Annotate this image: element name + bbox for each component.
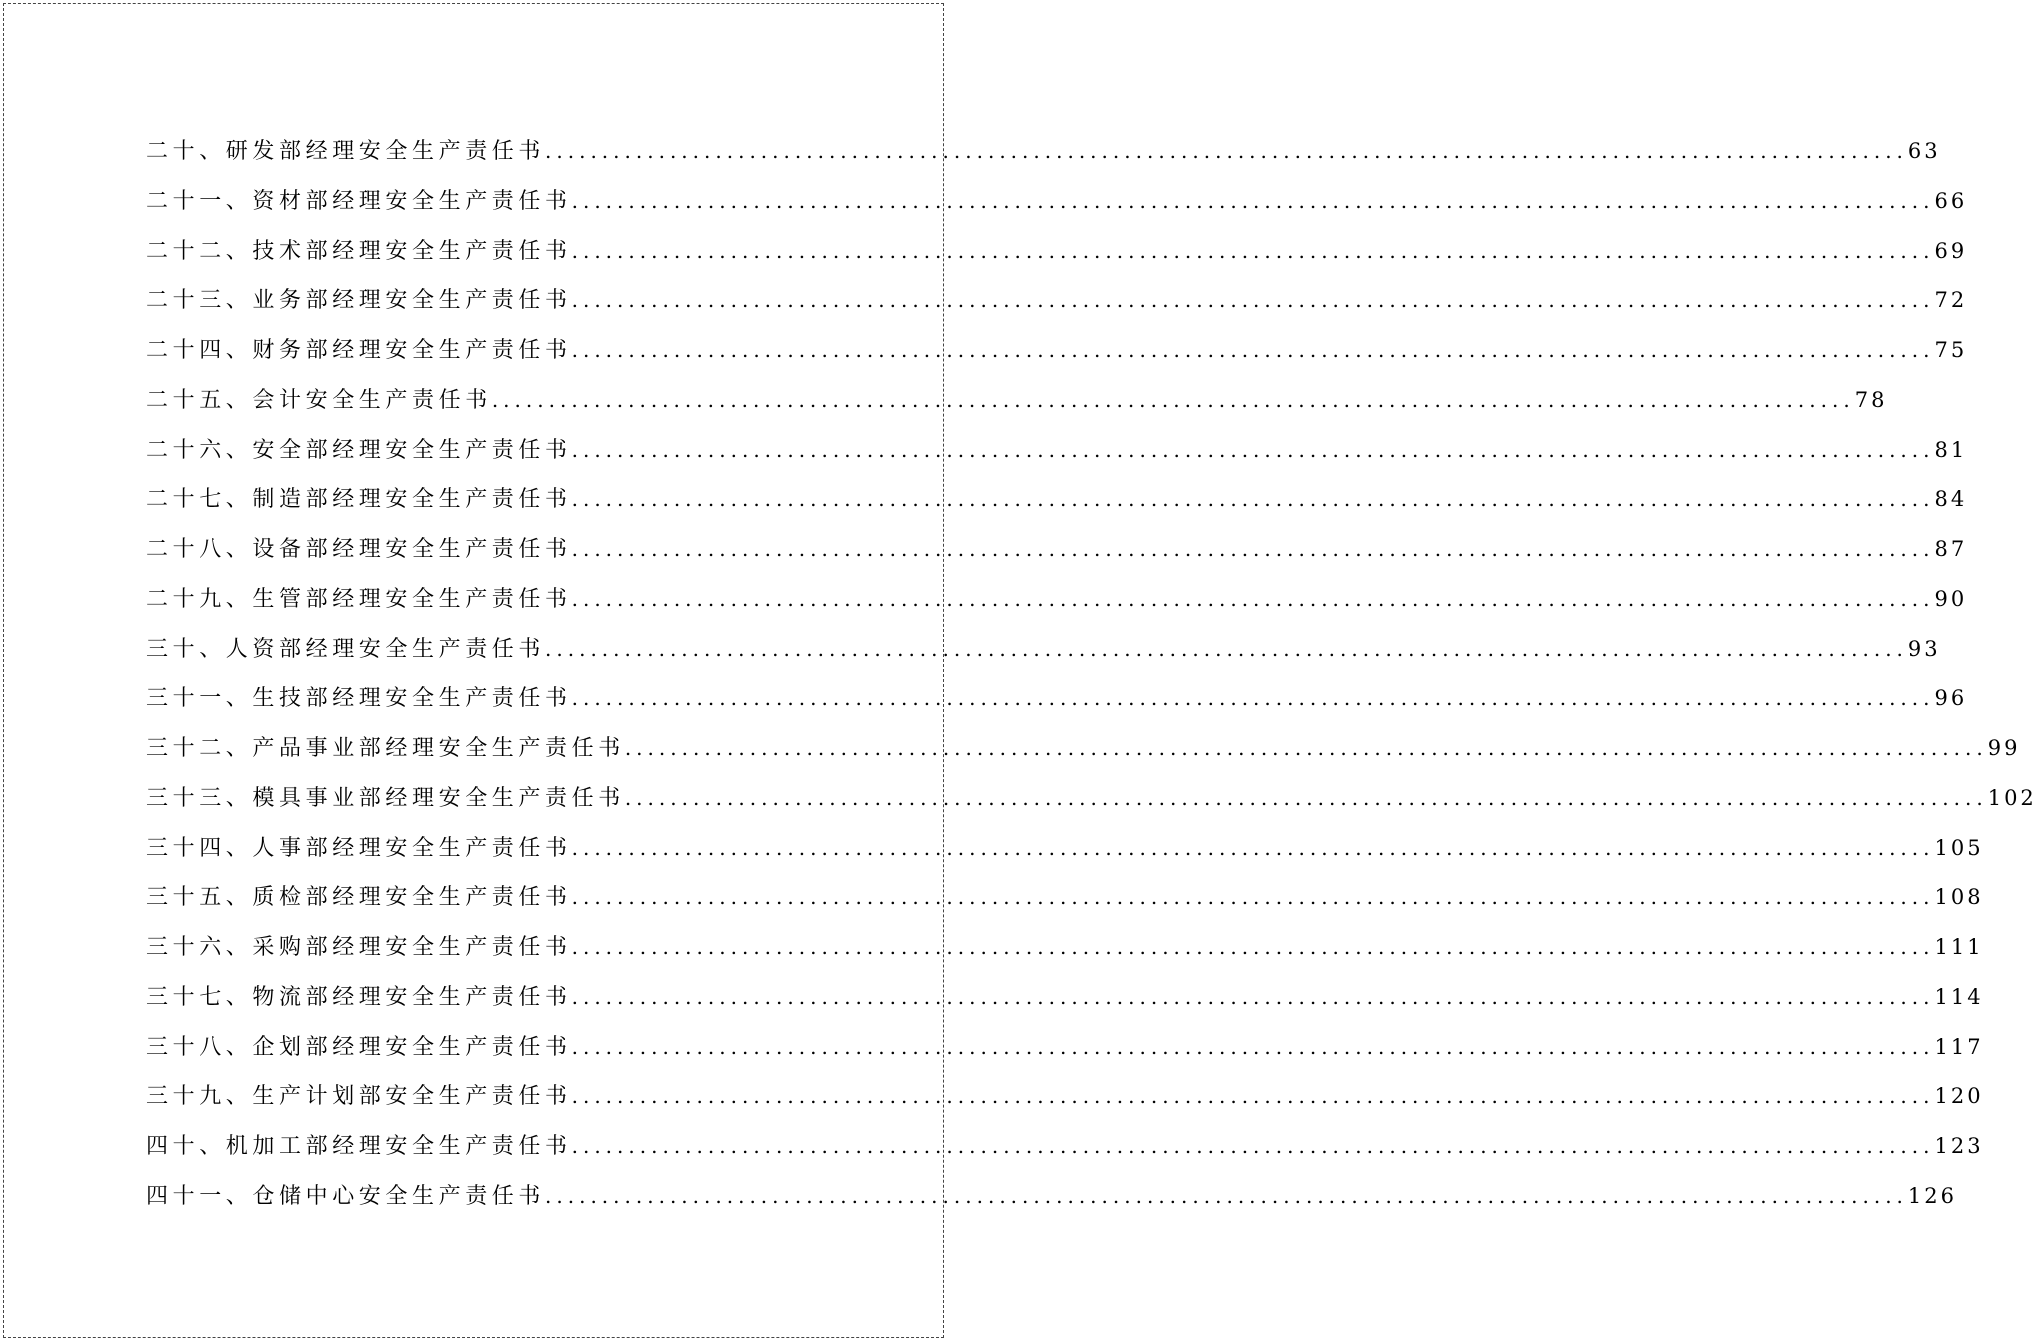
toc-entry[interactable] <box>146 326 1968 376</box>
toc-entry[interactable] <box>146 525 1968 575</box>
toc-entry-page: 123 <box>1934 1134 1984 1158</box>
toc-dot-leader: ........................................................................................................................ <box>571 487 1935 512</box>
toc-dot-leader: ........................................................................................................................ <box>571 288 1935 313</box>
toc-dot-leader: ........................................................................................................................ <box>571 935 1935 959</box>
toc-entry-page: 84 <box>1934 487 1968 512</box>
toc-entry[interactable] <box>146 276 1968 326</box>
toc-dot-leader: ........................................................................................................................ <box>545 636 1908 661</box>
toc-entry-title: 二十三、业务部经理安全生产责任书 <box>146 288 572 314</box>
toc-entry-page: 90 <box>1934 586 1968 611</box>
toc-entry-title: 二十六、安全部经理安全生产责任书 <box>146 437 572 463</box>
toc-entry[interactable] <box>146 923 1984 973</box>
toc-entry[interactable] <box>146 376 1888 426</box>
toc-entry-title: 三十四、人事部经理安全生产责任书 <box>146 835 572 861</box>
toc-dot-leader: ........................................................................................................................ <box>571 437 1935 462</box>
toc-dot-leader: ........................................................................................................................ <box>571 1084 1935 1109</box>
toc-entry[interactable] <box>146 873 1984 923</box>
toc-entry[interactable] <box>146 1072 1984 1122</box>
toc-entry[interactable] <box>146 824 1984 874</box>
toc-entry-title: 三十、人资部经理安全生产责任书 <box>146 636 546 662</box>
toc-entry-page: 114 <box>1934 984 1984 1009</box>
toc-entry-page: 72 <box>1934 288 1968 313</box>
toc-entry[interactable] <box>146 127 1941 177</box>
toc-entry-title: 四十、机加工部经理安全生产责任书 <box>146 1134 572 1159</box>
toc-entry-title: 二十八、设备部经理安全生产责任书 <box>146 537 572 562</box>
toc-dot-leader: ........................................................................................................................ <box>545 1183 1908 1208</box>
toc-entry-page: 99 <box>1987 736 2021 760</box>
toc-entry-page: 126 <box>1907 1183 1957 1208</box>
toc-dot-leader: ........................................................................................................................ <box>571 537 1935 561</box>
toc-entry-title: 二十九、生管部经理安全生产责任书 <box>146 586 572 612</box>
toc-dot-leader: ........................................................................................................................ <box>571 238 1935 263</box>
toc-entry-page: 120 <box>1934 1084 1984 1109</box>
toc-entry[interactable] <box>146 177 1968 227</box>
toc-entry-title: 二十、研发部经理安全生产责任书 <box>146 139 546 164</box>
toc-entry-page: 87 <box>1934 537 1968 561</box>
toc-dot-leader: ........................................................................................................................ <box>624 736 1988 760</box>
toc-dot-leader: ........................................................................................................................ <box>571 835 1935 860</box>
toc-entry[interactable] <box>146 1023 1984 1073</box>
toc-entry-page: 102 <box>1987 785 2037 810</box>
toc-entry[interactable] <box>146 1172 1957 1222</box>
toc-entry[interactable] <box>146 575 1968 625</box>
toc-dot-leader: ........................................................................................................................ <box>571 984 1935 1009</box>
toc-dot-leader: ........................................................................................................................ <box>571 188 1935 213</box>
toc-entry-page: 63 <box>1907 139 1941 163</box>
toc-entry-title: 二十二、技术部经理安全生产责任书 <box>146 238 572 264</box>
toc-entry-page: 96 <box>1934 686 1968 711</box>
toc-entry[interactable] <box>146 426 1968 476</box>
toc-dot-leader: ........................................................................................................................ <box>571 1034 1935 1059</box>
toc-entry-title: 四十一、仓储中心安全生产责任书 <box>146 1183 546 1209</box>
toc-entry-title: 三十二、产品事业部经理安全生产责任书 <box>146 736 625 761</box>
toc-entry-page: 105 <box>1934 835 1984 860</box>
toc-entry-title: 三十九、生产计划部安全生产责任书 <box>146 1084 572 1110</box>
toc-dot-leader: ........................................................................................................................ <box>571 586 1935 611</box>
toc-entry-title: 三十七、物流部经理安全生产责任书 <box>146 984 572 1010</box>
toc-entry[interactable] <box>146 227 1968 277</box>
toc-entry-title: 三十八、企划部经理安全生产责任书 <box>146 1034 572 1060</box>
toc-entry-page: 75 <box>1934 338 1968 362</box>
toc-dot-leader: ........................................................................................................................ <box>571 686 1935 711</box>
toc-dot-leader: ........................................................................................................................ <box>571 1134 1935 1158</box>
toc-entry[interactable] <box>146 774 2037 824</box>
toc-entry-page: 81 <box>1934 437 1968 462</box>
toc-dot-leader: ........................................................................................................................ <box>491 387 1855 412</box>
toc-entry-title: 二十七、制造部经理安全生产责任书 <box>146 487 572 513</box>
toc-entry[interactable] <box>146 674 1968 724</box>
toc-entry-page: 78 <box>1854 387 1888 412</box>
toc-entry[interactable] <box>146 724 2021 774</box>
toc-entry[interactable] <box>146 973 1984 1023</box>
toc-entry-title: 三十三、模具事业部经理安全生产责任书 <box>146 785 625 811</box>
toc-entry-page: 108 <box>1934 885 1984 910</box>
toc-dot-leader: ........................................................................................................................ <box>545 139 1908 163</box>
toc-entry-page: 66 <box>1934 188 1968 213</box>
toc-dot-leader: ........................................................................................................................ <box>571 885 1935 910</box>
toc-entry-title: 三十五、质检部经理安全生产责任书 <box>146 885 572 911</box>
toc-entry[interactable] <box>146 1122 1984 1172</box>
toc-dot-leader: ........................................................................................................................ <box>571 338 1935 362</box>
toc-entry-title: 三十一、生技部经理安全生产责任书 <box>146 686 572 712</box>
toc-dot-leader: ........................................................................................................................ <box>624 785 1988 810</box>
toc-entry[interactable] <box>146 625 1941 675</box>
toc-entry[interactable] <box>146 475 1968 525</box>
toc-entry-page: 117 <box>1934 1034 1984 1059</box>
toc-entry-title: 二十五、会计安全生产责任书 <box>146 387 492 413</box>
toc-entry-title: 二十一、资材部经理安全生产责任书 <box>146 188 572 214</box>
toc-entry-title: 三十六、采购部经理安全生产责任书 <box>146 935 572 960</box>
toc-entry-page: 93 <box>1907 636 1941 661</box>
toc-entry-page: 111 <box>1934 935 1984 959</box>
toc-entry-page: 69 <box>1934 238 1968 263</box>
toc-entry-title: 二十四、财务部经理安全生产责任书 <box>146 338 572 363</box>
table-of-contents <box>146 127 2037 1222</box>
